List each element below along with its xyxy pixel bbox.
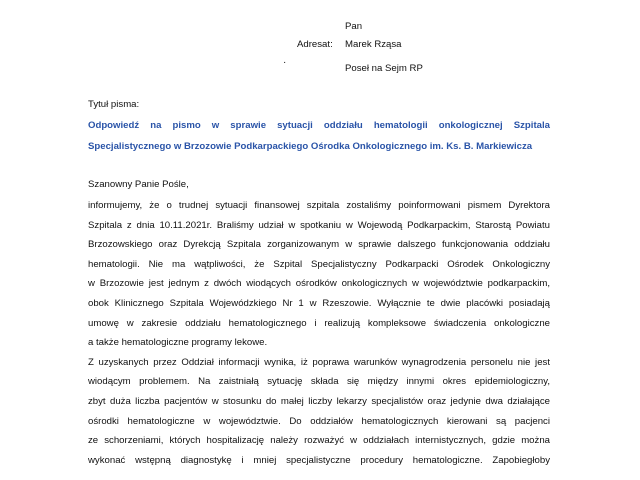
body-line: a także hematologiczne programy lekowe. xyxy=(88,337,268,349)
body-line: zbyt duża liczba pacjentów w stosunku do małej liczby lekarzy specjalistów oraz jedynie dwa działające xyxy=(88,395,550,407)
body-line: ośrodki hematologiczne w województwie. Do oddziałów hematologicznych kierowani są pacjenci xyxy=(88,415,550,427)
recipient-name: Marek Rząsa xyxy=(345,39,402,50)
body-line: Szpitala z dnia 10.11.2021r. Braliśmy udział w spotkaniu w Wojewodą Podkarpackim, Starostą Powiatu xyxy=(88,219,550,231)
subject-label: Tytuł pisma: xyxy=(88,99,140,110)
letter-body xyxy=(88,196,550,470)
body-line: informujemy, że o trudnej sytuacji finansowej szpitala zostaliśmy poinformowani pismem Dyrektora xyxy=(88,200,550,211)
body-line: w Brzozowie jest jednym z dwóch wiodących ośrodków onkologicznych w województwie podkarpackim, xyxy=(88,278,550,290)
body-line: hematologii. Nie ma wątpliwości, że Szpital Specjalistyczny Podkarpacki Ośrodek Onkologiczny xyxy=(88,258,550,270)
body-line: wykonać wstępną diagnostykę i mniej specjalistyczne procedury hematologiczne. Zapobiegłoby xyxy=(88,454,550,466)
subject-title xyxy=(88,115,550,157)
greeting: Szanowny Panie Pośle, xyxy=(88,179,189,190)
body-line: obok Klinicznego Szpitala Wojewódzkiego Nr 1 w Rzeszowie. Wyłącznie te dwie placówki posiadają xyxy=(88,297,550,309)
body-line: wiodącym problemem. Na zaistniałą sytuację składa się między innymi okres epidemiologiczny, xyxy=(88,376,550,388)
recipient-role: Poseł na Sejm RP xyxy=(345,63,423,74)
subject-line: Specjalistycznego w Brzozowie Podkarpackiego Ośrodka Onkologicznego im. Ks. B. Markiewicza xyxy=(88,141,533,152)
subject-line: Odpowiedź na pismo w sprawie sytuacji oddziału hematologii onkologicznej Szpitala xyxy=(88,120,550,131)
recipient-label: Adresat: xyxy=(297,39,333,50)
body-line: Z uzyskanych przez Oddział informacji wynika, iż poprawa warunków wynagrodzenia personelu nie jest xyxy=(88,356,550,368)
body-line: ze schorzeniami, których hospitalizację należy rozważyć w oddziałach internistycznych, gdzie można xyxy=(88,435,550,447)
recipient-salutation: Pan xyxy=(345,21,363,32)
body-line: Brzozowskiego oraz Dyrekcją Szpitala zorganizowanym w sprawie dalszego funkcjonowania oddziału xyxy=(88,239,550,251)
stray-dot: · xyxy=(283,57,287,68)
body-line: umowę w zakresie oddziału hematologicznego i realizują kompleksowe świadczenia onkologiczne xyxy=(88,317,550,329)
